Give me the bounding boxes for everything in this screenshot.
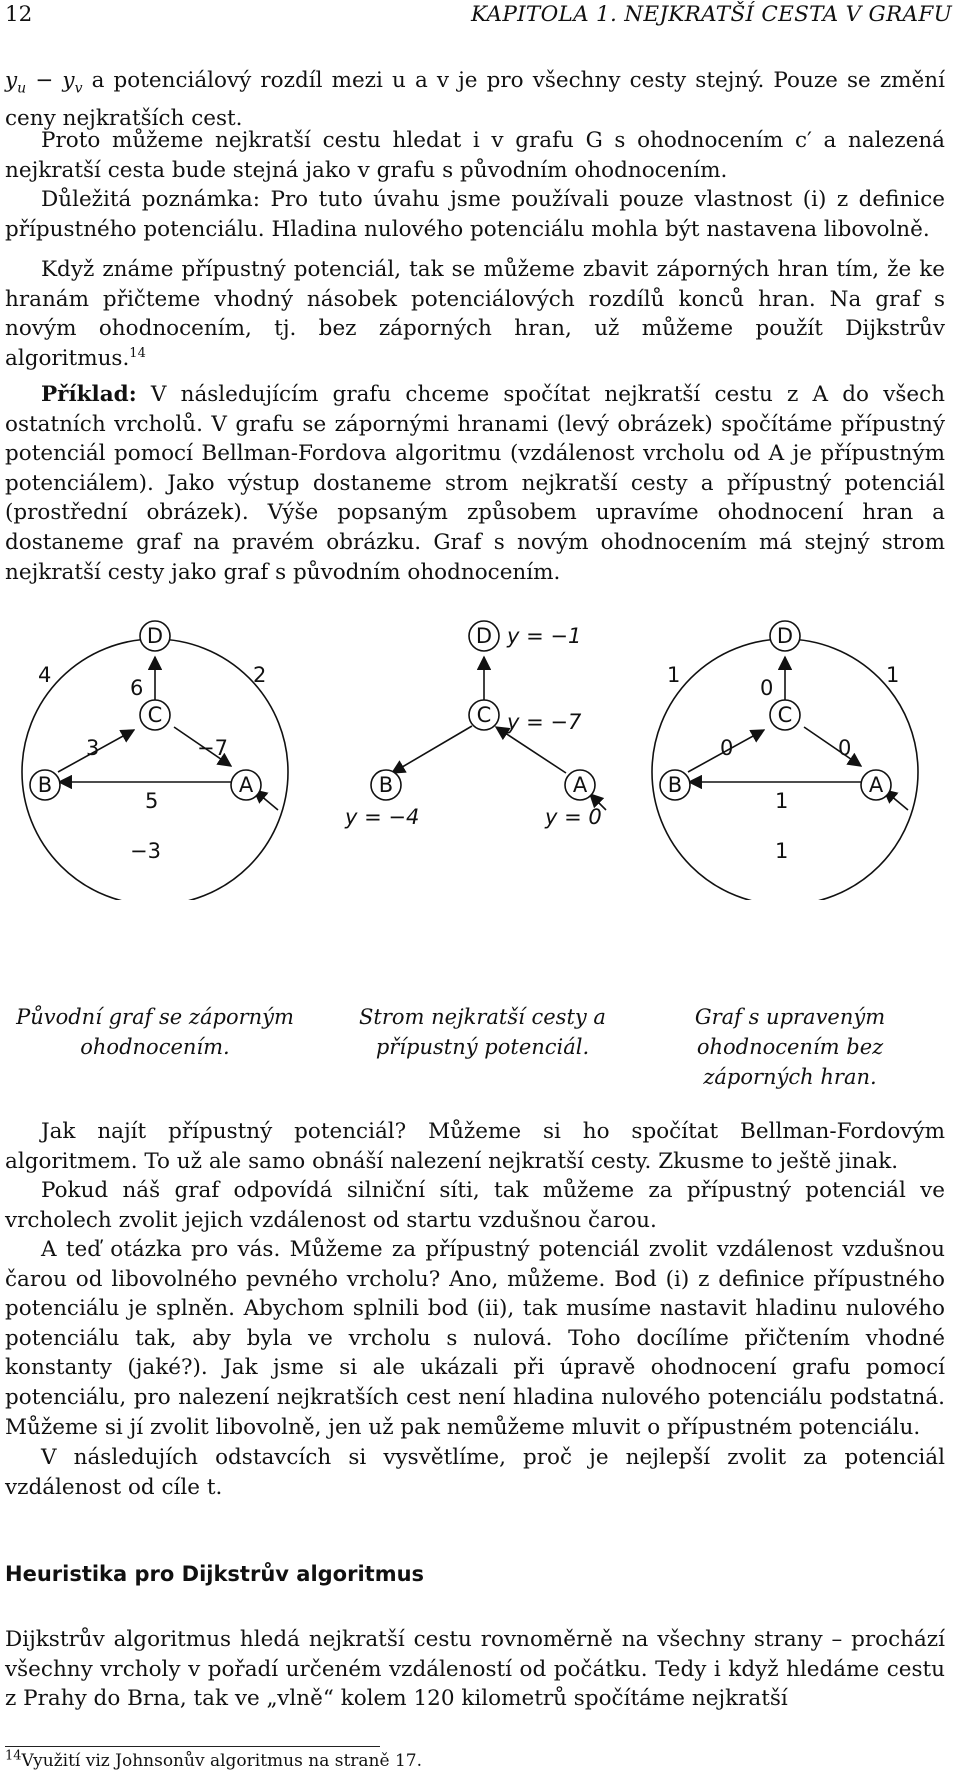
right-weight-CD: 0	[760, 676, 774, 700]
right-weight-AB: 1	[775, 789, 789, 813]
example-text: V následujícím grafu chceme spočítat nejkratší cestu z A do všech ostatních vrcholů. V grafu se zápornými hranami (levý obrázek) spočítáme přípustný potenciál pomocí Bellman-Fordova algoritmu (vzdálenost vrcholu od A je přípustným potenciálem). Jako výstup dostaneme strom nejkratší cesty a přípustný potenciál (prostřední obrázek). Výše popsaným způsobem upravíme ohodnocení hran a dostaneme graf na pravém obrázku. Graf s novým ohodnocením má stejný strom nejkratší cesty jako graf s původním ohodnocením.	[5, 382, 945, 585]
middle-node-A: A	[572, 773, 588, 797]
running-title: KAPITOLA 1. NEJKRATŠÍ CESTA V GRAFU	[471, 2, 952, 27]
left-weight-AB: 5	[145, 789, 159, 813]
left-weights	[38, 663, 266, 863]
left-weight-CA: −7	[197, 736, 228, 760]
potential-B: y = −4	[345, 805, 420, 829]
left-weight-BC: 3	[86, 736, 100, 760]
left-node-D: D	[146, 624, 164, 648]
paragraph-3: Důležitá poznámka: Pro tuto úvahu jsme používali pouze vlastnost (i) z definice přípustného potenciálu. Hladina nulového potenciálu mohla být nastavena libovolně.	[5, 187, 945, 242]
left-weight-DB: 4	[38, 663, 52, 687]
caption-left-line1: Původní graf se záporným	[16, 1005, 294, 1029]
right-weight-CA: 0	[838, 736, 852, 760]
paragraph-8: V následujích odstavcích si vysvětlíme, proč je nejlepší zvolit za potenciál vzdálenost od cíle t.	[5, 1445, 945, 1500]
paragraph-1: $y_u - y_v$ a potenciálový rozdíl mezi u a v je pro všechny cesty stejný. Pouze se změní ceny nejkratších cest.	[5, 68, 946, 131]
right-weight-BA: 1	[775, 839, 789, 863]
section-heading: Heuristika pro Dijkstrův algoritmus	[5, 1562, 425, 1586]
caption-middle	[330, 1002, 635, 1062]
math-yv: $y_v$	[62, 68, 83, 97]
caption-middle-line1: Strom nejkratší cesty a	[359, 1005, 606, 1029]
potential-D: y = −1	[507, 624, 582, 648]
page-number: 12	[5, 2, 33, 27]
caption-right-line1: Graf s upraveným	[694, 1005, 886, 1029]
caption-right-line3: záporných hran.	[703, 1065, 877, 1089]
potential-A: y = 0	[545, 805, 602, 829]
left-weight-BA: −3	[130, 839, 161, 863]
paragraph-5: Jak najít přípustný potenciál? Můžeme si ho spočítat Bellman-Fordovým algoritmem. To už ale samo obnáší nalezení nejkratší cesty. Zkusme to ještě jinak.	[5, 1119, 945, 1174]
paragraph-4-text: Když známe přípustný potenciál, tak se můžeme zbavit záporných hran tím, že ke hranám přičteme vhodný násobek potenciálových rozdílů konců hran. Na graf s novým ohodnocením, tj. bez záporných hran, už můžeme použít Dijkstrův algoritmus.	[5, 257, 945, 371]
footnote-ref: 14	[129, 345, 146, 361]
left-nodes	[30, 621, 261, 800]
caption-left	[0, 1002, 310, 1062]
right-node-C: C	[777, 703, 793, 727]
example-label: Příklad:	[41, 382, 137, 407]
left-node-C: C	[147, 703, 163, 727]
page-header	[5, 2, 952, 32]
caption-right-line2: ohodnocením bez	[696, 1035, 884, 1059]
left-node-B: B	[37, 773, 53, 797]
footnote-rule	[5, 1746, 380, 1747]
paragraph-2: Proto můžeme nejkratší cestu hledat i v grafu G s ohodnocením c′ a nalezená nejkratší cesta bude stejná jako v grafu s původním ohodnocením.	[5, 128, 945, 183]
caption-left-line2: ohodnocením.	[80, 1035, 230, 1059]
footnote	[5, 1748, 423, 1771]
math-yu: $y_u$	[5, 68, 27, 97]
right-nodes	[660, 621, 891, 800]
footnote-text: Využití viz Johnsonův algoritmus na straně 17.	[21, 1751, 423, 1771]
potential-C: y = −7	[507, 710, 582, 734]
paragraph-9: Dijkstrův algoritmus hledá nejkratší cestu rovnoměrně na všechny strany – prochází všechny vrcholy v pořadí určeném vzdáleností od počátku. Tedy i když hledáme cestu z Prahy do Brna, tak ve „vlně“ kolem 120 kilometrů spočítáme nejkratší	[5, 1627, 945, 1712]
middle-node-D: D	[475, 624, 493, 648]
example-paragraph	[5, 380, 945, 587]
right-weight-AD: 1	[886, 663, 900, 687]
left-node-A: A	[238, 773, 254, 797]
right-node-B: B	[667, 773, 683, 797]
paragraph-7: A teď otázka pro vás. Můžeme za přípustný potenciál zvolit vzdálenost vzdušnou čarou od libovolného pevného vrcholu? Ano, můžeme. Bod (i) z definice přípustného potenciálu je splněn. Abychom splnili bod (ii), tak musíme nastavit hladinu nulového potenciálu tak, aby byla ve vrcholu s nulová. Toho docílíme přičtením vhodné konstanty (jaké?). Jak jsme si ale ukázali při úpravě ohodnocení grafu pomocí potenciálu, pro nalezení nejkratších cest není hladina nulového potenciálu podstatná. Můžeme si jí zvolit libovolně, jen už pak nemůžeme mluvit o přípustném potenciálu.	[5, 1237, 945, 1440]
paragraph-6: Pokud náš graf odpovídá silniční síti, tak můžeme za přípustný potenciál ve vrcholech zvolit jejich vzdálenost od startu vzdušnou čarou.	[5, 1178, 945, 1233]
footnote-mark: 14	[5, 1748, 22, 1764]
right-weight-BC: 0	[720, 736, 734, 760]
right-node-D: D	[776, 624, 794, 648]
paragraph-4	[5, 255, 945, 373]
right-weight-DB: 1	[667, 663, 681, 687]
right-node-A: A	[868, 773, 884, 797]
right-weights	[667, 663, 899, 863]
graph-figures	[0, 610, 960, 900]
caption-middle-line2: přípustný potenciál.	[375, 1035, 590, 1059]
left-weight-CD: 6	[130, 676, 144, 700]
middle-node-B: B	[378, 773, 394, 797]
caption-right	[650, 1002, 930, 1092]
paragraph-1-text: a potenciálový rozdíl mezi u a v je pro všechny cesty stejný. Pouze se změní ceny nejkratších cest.	[5, 68, 946, 131]
middle-node-C: C	[476, 703, 492, 727]
left-weight-AD: 2	[253, 663, 267, 687]
